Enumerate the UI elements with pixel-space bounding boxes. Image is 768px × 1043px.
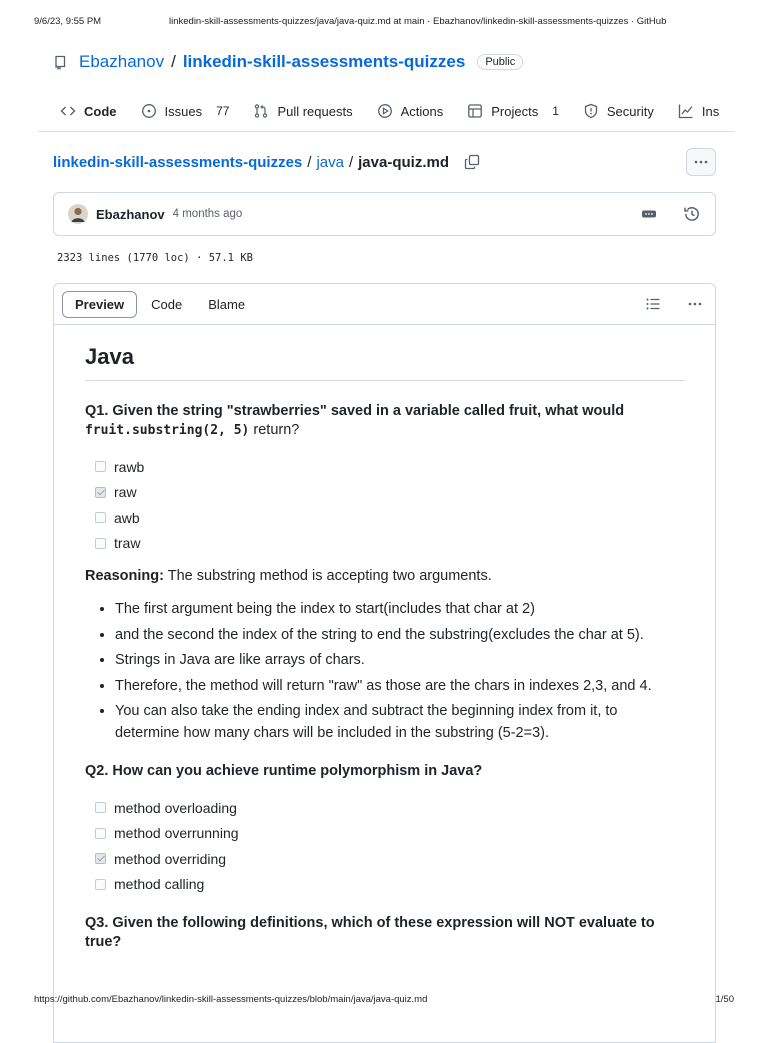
checkbox[interactable]	[95, 512, 106, 523]
code-icon	[60, 103, 76, 119]
repo-nav	[60, 98, 734, 124]
tab-pull-requests-label: Pull requests	[277, 103, 353, 119]
projects-count: 1	[552, 104, 559, 118]
breadcrumb-repo-link[interactable]: linkedin-skill-assessments-quizzes	[53, 153, 303, 171]
tab-code-label: Code	[84, 103, 117, 119]
breadcrumb	[53, 152, 480, 172]
graph-icon	[678, 103, 694, 119]
latest-commit-box	[53, 192, 716, 236]
tab-projects-label: Projects	[491, 103, 539, 119]
reasoning-label: Reasoning:	[85, 568, 164, 584]
q1-text-after: return?	[253, 422, 300, 438]
tab-insights-label: Ins	[701, 103, 720, 119]
reasoning	[85, 568, 685, 584]
option	[85, 821, 685, 847]
option	[85, 846, 685, 872]
breadcrumb-file: java-quiz.md	[358, 153, 449, 171]
tab-issues-label: Issues	[164, 103, 203, 119]
checkbox[interactable]	[95, 461, 106, 472]
kebab-horizontal-icon	[693, 154, 709, 170]
commit-message-toggle-icon[interactable]	[641, 206, 657, 222]
issue-icon	[141, 103, 157, 119]
reasoning-text: The substring method is accepting two arguments.	[167, 568, 492, 584]
tab-security[interactable]	[583, 103, 654, 119]
list-item: • and the second the index of the string to end the substring(excludes the char at 5).	[115, 625, 685, 647]
q1-code: fruit.substring(2, 5)	[85, 423, 250, 438]
option-label: traw	[114, 535, 141, 552]
option-label: method overloading	[114, 799, 237, 816]
checkbox-checked[interactable]	[95, 487, 106, 498]
option-label: method calling	[114, 876, 205, 893]
history-icon[interactable]	[683, 205, 701, 223]
print-datetime: 9/6/23, 9:55 PM	[34, 16, 102, 27]
question-1	[85, 402, 685, 440]
question-3: Q3. Given the following definitions, which of these expression will NOT evaluate to true?	[85, 915, 655, 950]
tab-pull-requests[interactable]	[253, 103, 352, 119]
issues-count: 77	[216, 104, 230, 118]
visibility-badge: Public	[477, 54, 523, 70]
print-header	[34, 16, 734, 30]
option	[85, 531, 685, 557]
option	[85, 505, 685, 531]
repo-name-link[interactable]: linkedin-skill-assessments-quizzes	[182, 52, 466, 71]
markdown-body	[85, 344, 685, 952]
repo-separator: /	[171, 52, 176, 71]
option	[85, 480, 685, 506]
list-item: • Therefore, the method will return "raw" as those are the chars in indexes 2,3, and 4.	[115, 676, 685, 698]
commit-time: 4 months ago	[172, 208, 243, 220]
preview-tab[interactable]: Preview	[62, 291, 137, 318]
option-label: rawb	[114, 458, 145, 475]
kebab-horizontal-icon[interactable]	[687, 296, 703, 312]
file-toolbar	[54, 284, 715, 325]
avatar[interactable]	[68, 204, 88, 224]
option-label: awb	[114, 509, 140, 526]
tab-issues[interactable]	[141, 103, 230, 119]
repo-header	[53, 50, 523, 74]
print-url: https://github.com/Ebazhanov/linkedin-skill-assessments-quizzes/blob/main/java/java-quiz.md	[34, 994, 428, 1005]
outline-list-icon[interactable]	[645, 296, 661, 312]
option	[85, 454, 685, 480]
print-page-number: 1/50	[715, 994, 734, 1005]
repo-icon	[53, 54, 69, 70]
repo-owner-link[interactable]: Ebazhanov	[79, 52, 165, 71]
breadcrumb-separator: /	[348, 153, 354, 171]
option-label: method overrunning	[114, 825, 239, 842]
checkbox-checked[interactable]	[95, 853, 106, 864]
option-label: method overriding	[114, 850, 227, 867]
commit-author[interactable]: Ebazhanov	[96, 206, 165, 222]
tabs-divider	[38, 131, 734, 132]
tab-insights[interactable]	[678, 103, 719, 119]
tab-actions-label: Actions	[400, 103, 444, 119]
table-icon	[467, 103, 483, 119]
code-tab[interactable]: Code	[151, 296, 183, 312]
checkbox[interactable]	[95, 538, 106, 549]
shield-icon	[583, 103, 599, 119]
copy-path-icon[interactable]	[464, 154, 480, 170]
checkbox[interactable]	[95, 828, 106, 839]
q2-options	[85, 795, 685, 897]
breadcrumb-separator: /	[307, 153, 312, 171]
tab-code[interactable]	[60, 103, 117, 119]
print-footer	[34, 994, 734, 1008]
more-options-button[interactable]	[686, 148, 716, 176]
option-label: raw	[114, 484, 137, 501]
list-item: • You can also take the ending index and subtract the beginning index from it, to determine how many chars will be included in the substring (5-2=3).	[115, 701, 685, 744]
blame-tab[interactable]: Blame	[208, 296, 246, 312]
reasoning-bullets	[85, 599, 685, 744]
play-icon	[377, 103, 393, 119]
q1-options	[85, 454, 685, 556]
breadcrumb-folder-link[interactable]: java	[316, 153, 344, 171]
option	[85, 872, 685, 898]
checkbox[interactable]	[95, 879, 106, 890]
tab-actions[interactable]	[377, 103, 444, 119]
list-item: • Strings in Java are like arrays of chars.	[115, 650, 685, 672]
doc-title: Java	[85, 344, 685, 381]
file-meta: 2323 lines (1770 loc) · 57.1 KB	[57, 252, 253, 264]
file-panel	[53, 283, 716, 1043]
question-2: Q2. How can you achieve runtime polymorphism in Java?	[85, 763, 483, 779]
print-page-title: linkedin-skill-assessments-quizzes/java/java-quiz.md at main · Ebazhanov/linkedin-skill-assessments-quizzes · GitHub	[169, 16, 667, 27]
tab-projects[interactable]	[467, 103, 559, 119]
tab-security-label: Security	[606, 103, 654, 119]
checkbox[interactable]	[95, 802, 106, 813]
list-item: • The first argument being the index to start(includes that char at 2)	[115, 599, 685, 621]
pull-request-icon	[253, 103, 269, 119]
q1-text: Q1. Given the string "strawberries" saved in a variable called fruit, what would	[85, 403, 625, 419]
option	[85, 795, 685, 821]
